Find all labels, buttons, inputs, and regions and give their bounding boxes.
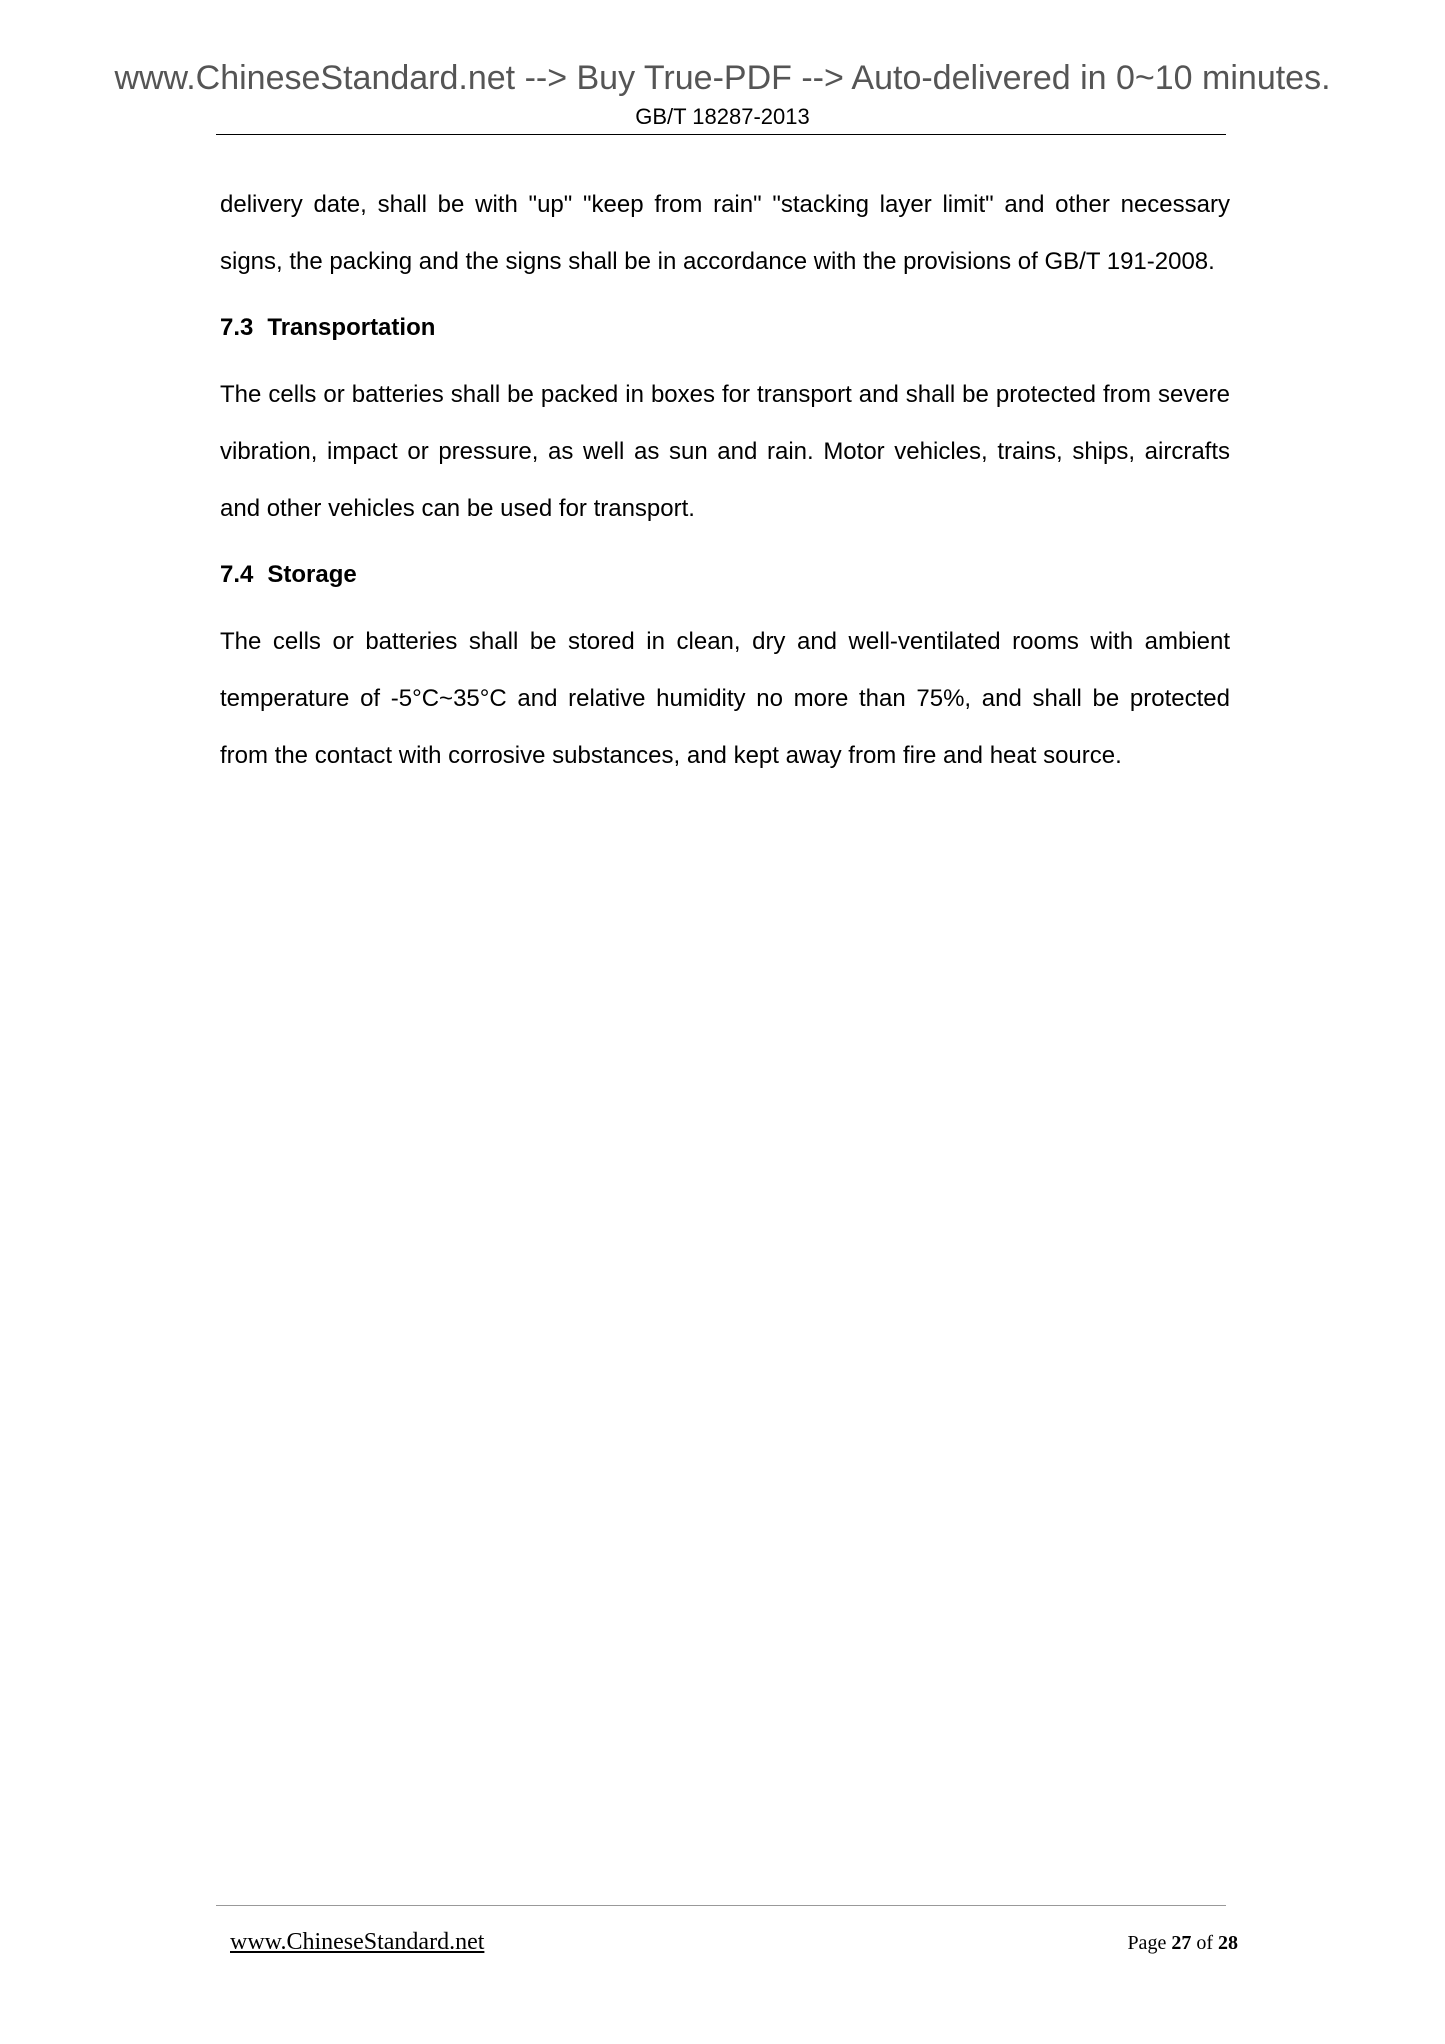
page-of: of [1196,1932,1213,1954]
page-number [1127,1929,1238,1957]
footer-site-link[interactable]: www.ChineseStandard.net [230,1929,485,1955]
intro-paragraph: delivery date, shall be with "up" "keep from rain" "stacking layer limit" and other necessary signs, the packing and the signs shall be in accordance with the provisions of GB/T 191-2008. [220,191,1230,275]
header-divider [216,134,1226,135]
site-banner[interactable]: www.ChineseStandard.net --> Buy True-PDF --> Auto-delivered in 0~10 minutes. [114,59,1331,97]
standard-code: GB/T 18287-2013 [635,104,810,129]
section-number: 7.4 [220,561,254,588]
section-title: Storage [267,561,357,588]
section-heading-transportation [220,308,1230,348]
page-body [220,176,1230,784]
section-title: Transportation [267,314,436,341]
section-paragraph-storage: The cells or batteries shall be stored in clean, dry and well-ventilated rooms with ambient temperature of -5°C~35°C and relative humidity no more than 75%, and shall be protected from the contact with corrosive substances, and kept away from fire and heat source. [220,628,1230,769]
page-total: 28 [1218,1932,1238,1954]
page-current: 27 [1171,1932,1192,1954]
page-label: Page [1127,1932,1167,1954]
section-paragraph-transportation: The cells or batteries shall be packed in boxes for transport and shall be protected from severe vibration, impact or pressure, as well as sun and rain. Motor vehicles, trains, ships, aircrafts and other vehicles can be used for transport. [220,381,1230,522]
section-heading-storage [220,555,1230,595]
footer-divider [216,1905,1226,1906]
section-number: 7.3 [220,314,254,341]
